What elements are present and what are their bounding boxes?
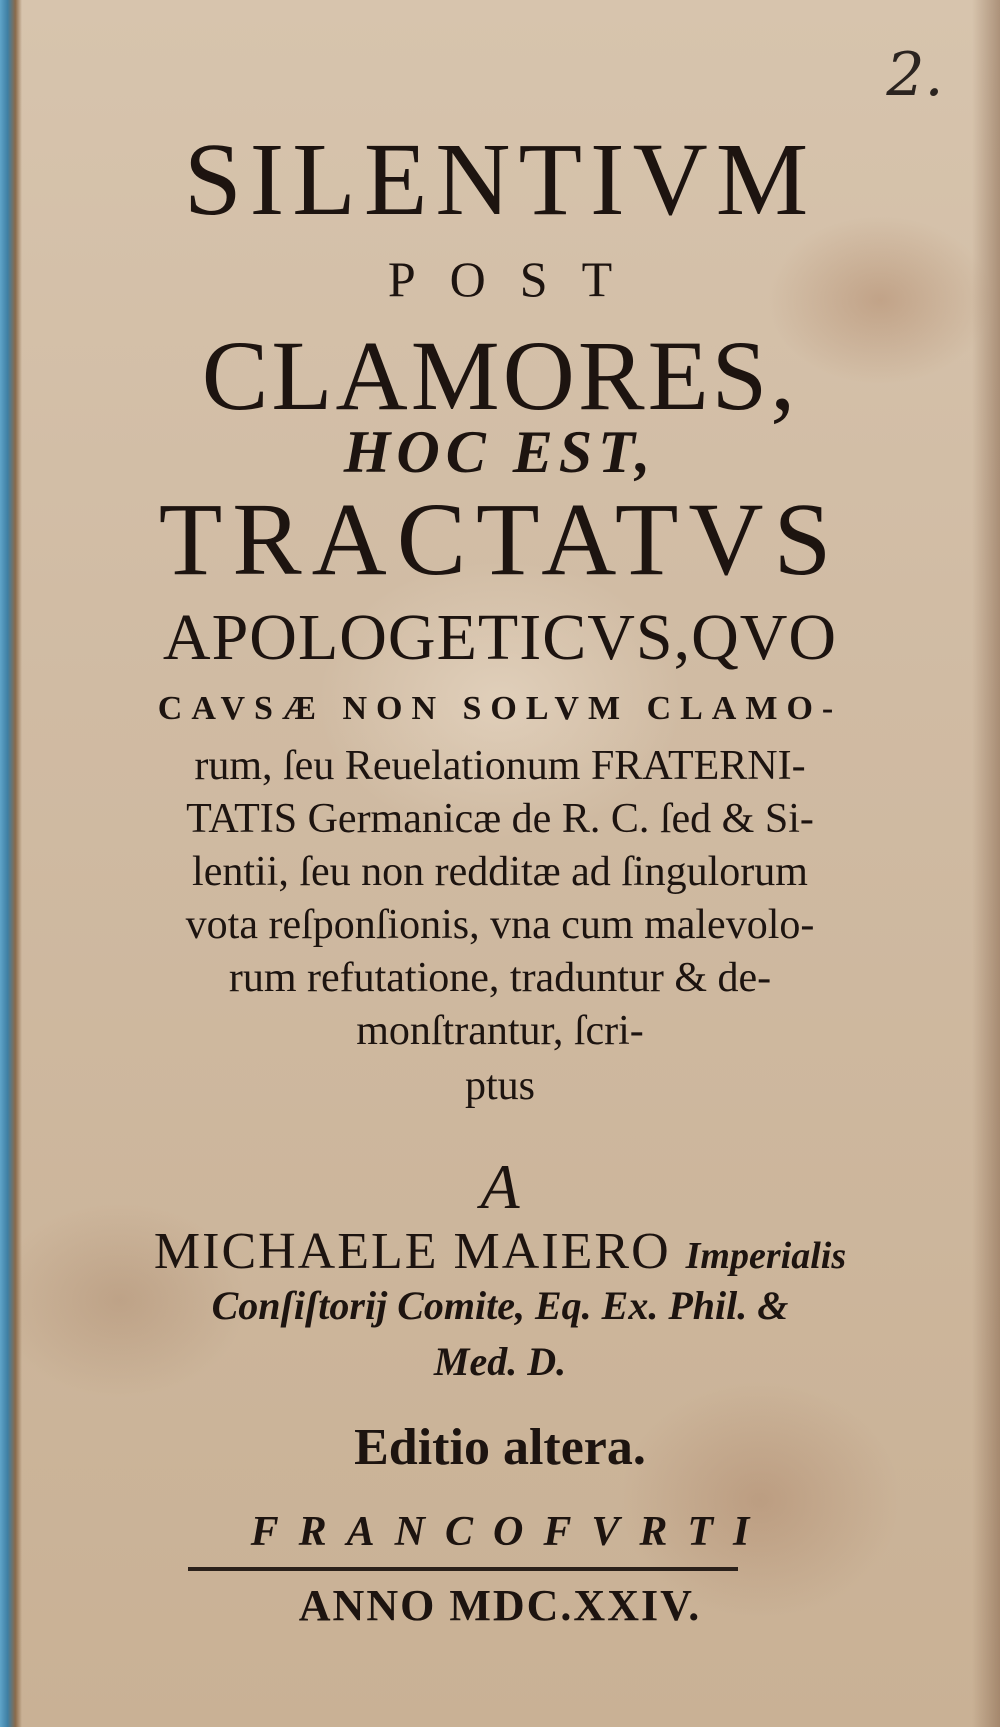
- author-line-3: Med. D.: [433, 1339, 567, 1384]
- body-line-8: ptus: [464, 1063, 535, 1109]
- imprint-year: ANNO MDC.XXIV.: [298, 1581, 702, 1630]
- by-glyph: A: [480, 1151, 520, 1222]
- body-line-3: TATIS Germanicæ de R. C. ſed & Si-: [186, 796, 814, 842]
- title-line-4: HOC EST,: [343, 419, 657, 485]
- author-title-italic: Imperialis: [685, 1235, 847, 1277]
- body-line-5: vota reſponſionis, vna cum malevolo-: [185, 902, 815, 948]
- body-line-2: rum, ſeu Reuelationum FRATERNI-: [194, 743, 806, 789]
- author-line-2: Conſiſtorij Comite, Eq. Ex. Phil. &: [211, 1283, 789, 1328]
- imprint-divider: [188, 1567, 738, 1571]
- author-name: MICHAELE MAIERO: [153, 1223, 671, 1280]
- page-number: 2.: [886, 40, 944, 110]
- title-line-6: APOLOGETICVS,QVO: [162, 601, 838, 674]
- title-line-3: CLAMORES,: [201, 320, 799, 431]
- body-line-1: CAVSÆ NON SOLVM CLAMO-: [157, 690, 843, 727]
- author-line-1: [0, 1222, 1000, 1281]
- body-line-6: rum refutatione, traduntur & de-: [228, 955, 772, 1001]
- body-line-4: lentii, ſeu non redditæ ad ſingulorum: [192, 849, 808, 895]
- title-line-5: TRACTATVS: [158, 482, 842, 597]
- edition-note: Editio altera.: [354, 1419, 646, 1476]
- body-line-7: monſtrantur, ſcri-: [356, 1008, 644, 1054]
- imprint-place: FRANCOFVRTI: [250, 1509, 770, 1555]
- title-line-2: POST: [387, 251, 647, 307]
- title-line-1: SILENTIVM: [183, 122, 817, 237]
